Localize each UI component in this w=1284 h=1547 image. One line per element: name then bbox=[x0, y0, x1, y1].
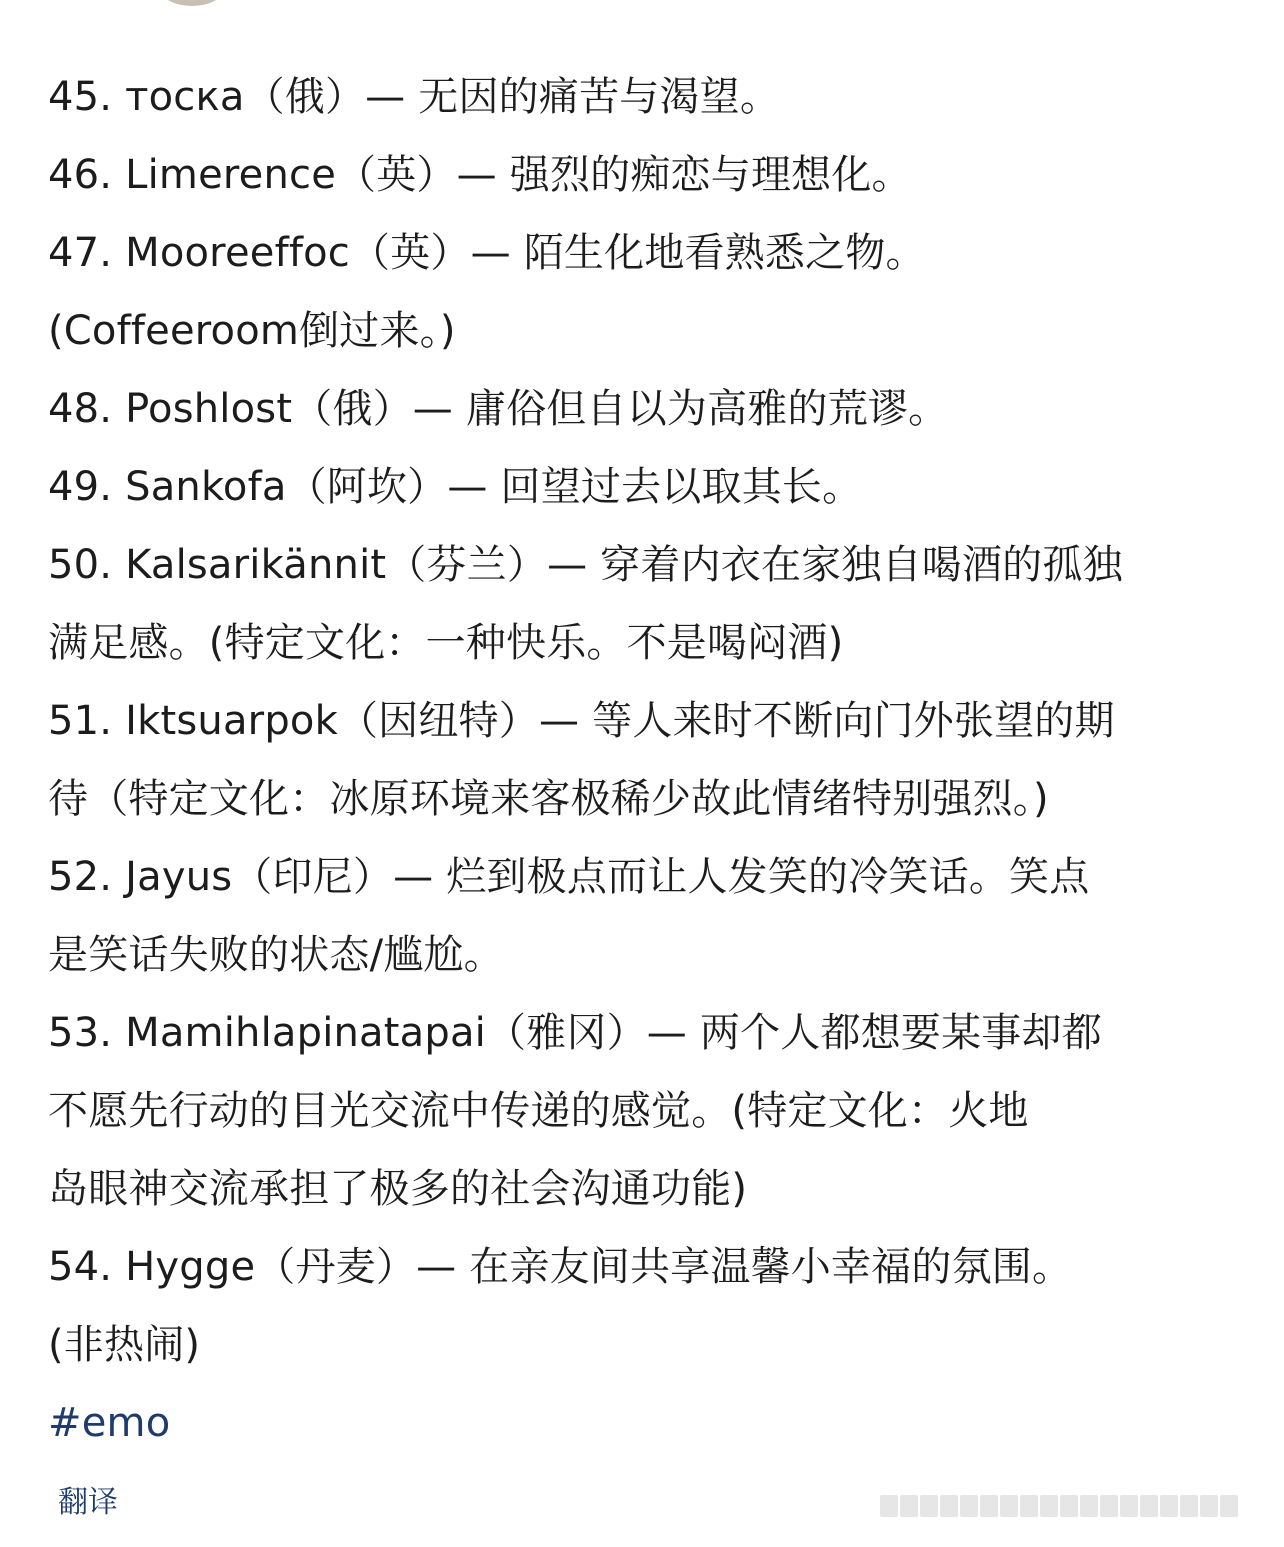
overflow-fade bbox=[880, 1495, 1238, 1517]
avatar[interactable] bbox=[160, 0, 224, 6]
post-line: 48. Poshlost（俄）— 庸俗但自以为高雅的荒谬。 bbox=[48, 386, 949, 432]
post-line: 不愿先行动的目光交流中传递的感觉。(特定文化：火地 bbox=[48, 1088, 1029, 1134]
translate-link[interactable]: 翻译 bbox=[58, 1485, 118, 1520]
post-line: 满足感。(特定文化：一种快乐。不是喝闷酒) bbox=[48, 620, 844, 666]
post-line: (非热闹) bbox=[48, 1322, 201, 1368]
post-line: 45. тоска（俄）— 无因的痛苦与渴望。 bbox=[48, 74, 781, 120]
hashtag-link[interactable]: #emo bbox=[48, 1400, 171, 1446]
post-line: 待（特定文化：冰原环境来客极稀少故此情绪特别强烈。) bbox=[48, 776, 1049, 822]
post-line: 50. Kalsarikännit（芬兰）— 穿着内衣在家独自喝酒的孤独 bbox=[48, 542, 1123, 588]
post-line: 53. Mamihlapinatapai（雅冈）— 两个人都想要某事却都 bbox=[48, 1010, 1102, 1056]
post-line: 49. Sankofa（阿坎）— 回望过去以取其长。 bbox=[48, 464, 863, 510]
post-line: 52. Jayus（印尼）— 烂到极点而让人发笑的冷笑话。笑点 bbox=[48, 854, 1090, 900]
post-line: 46. Limerence（英）— 强烈的痴恋与理想化。 bbox=[48, 152, 912, 198]
post-line: 是笑话失败的状态/尴尬。 bbox=[48, 932, 504, 978]
post-line: 47. Mooreeffoc（英）— 陌生化地看熟悉之物。 bbox=[48, 230, 926, 276]
post-line: 岛眼神交流承担了极多的社会沟通功能) bbox=[48, 1166, 748, 1212]
post-body bbox=[48, 58, 1248, 1462]
post-line: 54. Hygge（丹麦）— 在亲友间共享温馨小幸福的氛围。 bbox=[48, 1244, 1073, 1290]
post-line: 51. Iktsuarpok（因纽特）— 等人来时不断向门外张望的期 bbox=[48, 698, 1115, 744]
post-line: (Coffeeroom倒过来。) bbox=[48, 308, 456, 354]
